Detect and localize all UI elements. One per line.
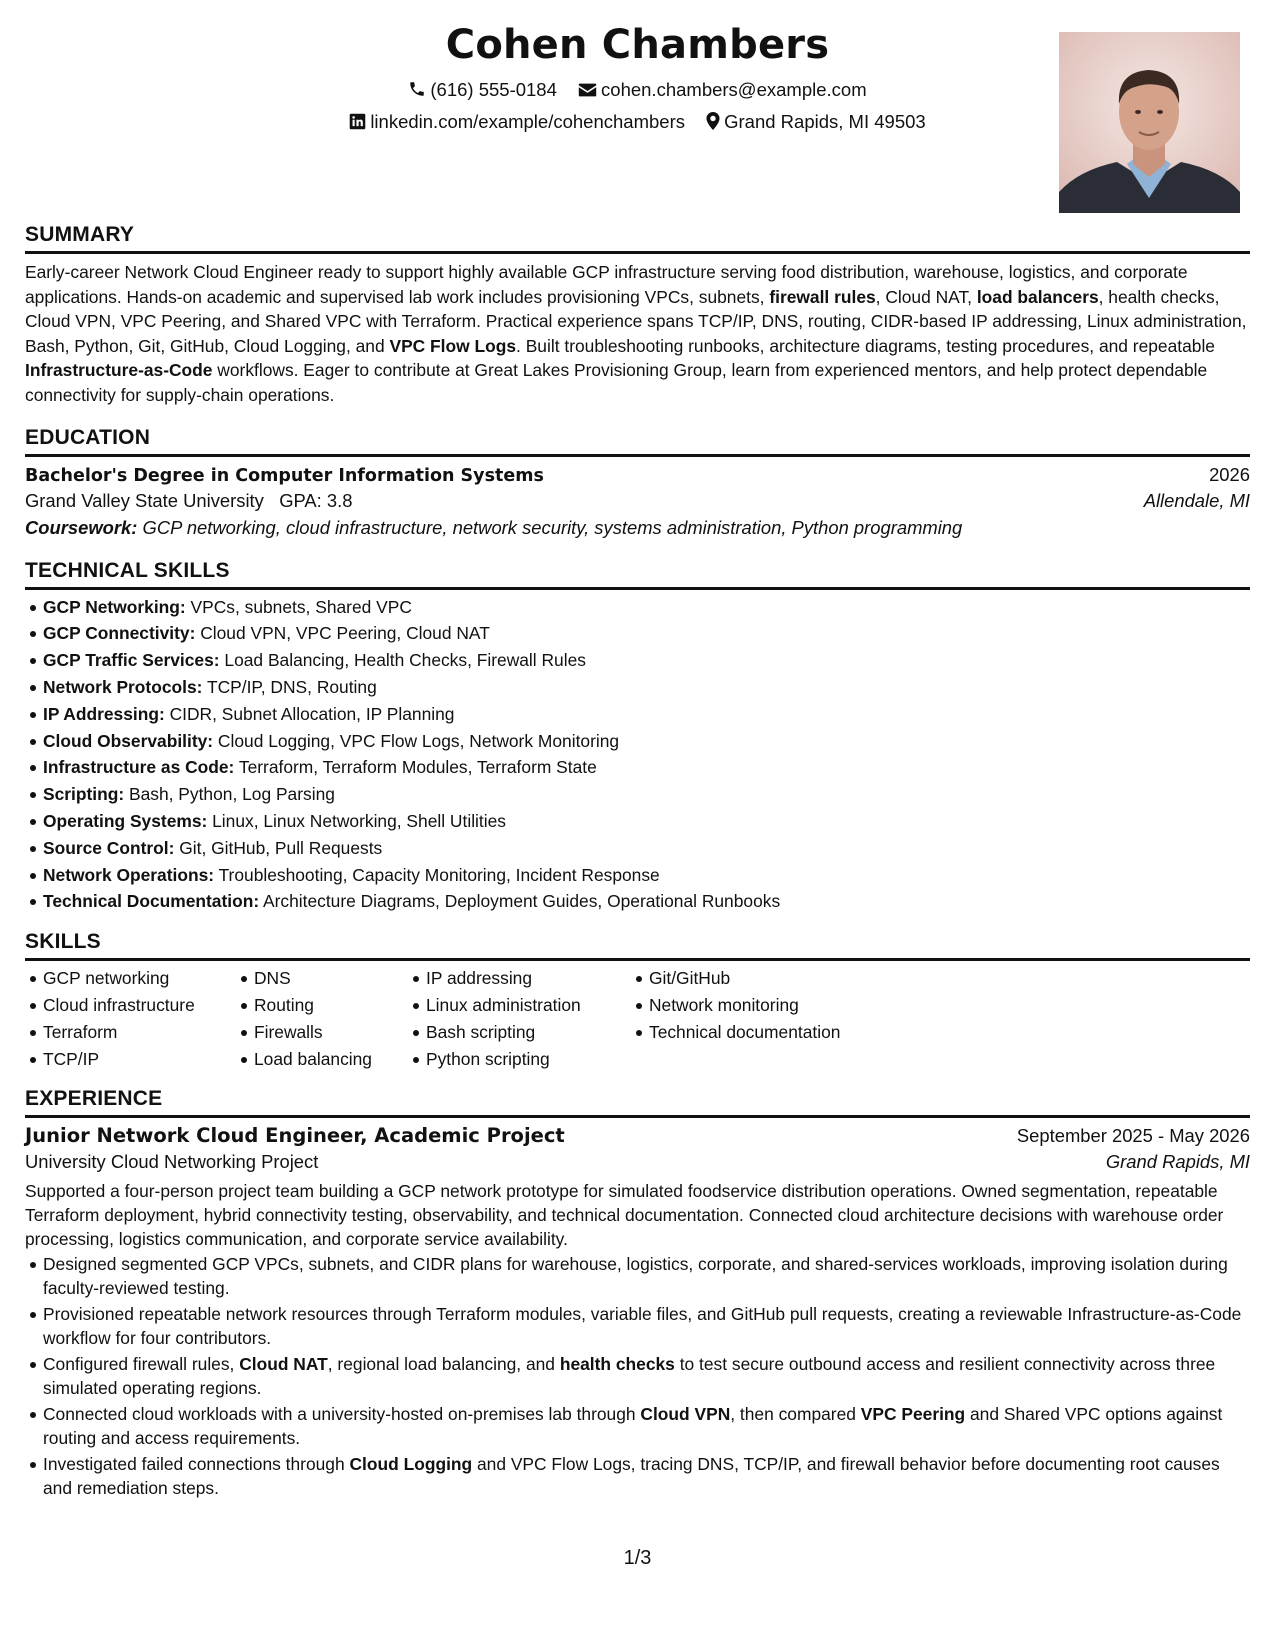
phone-contact[interactable] (408, 79, 557, 101)
list-item (43, 701, 1250, 728)
bullet-text: and VPC Flow Logs, tracing DNS, TCP/IP, and firewall behavior before documenting root causes and remediation steps. (43, 1454, 1220, 1498)
summary-segment: Early-career Network Cloud Engineer ready to support highly available GCP infrastructure serving food distribution, warehouse, logistics, and corporate applications. Hands-on academic and supervised lab work includes provisioning VPCs, subnets, (25, 262, 1188, 307)
map-pin-icon (706, 112, 720, 130)
linkedin-text: linkedin.com/example/cohenchambers (370, 111, 685, 132)
degree-row (25, 464, 1250, 486)
skill-category: Scripting: (43, 784, 125, 805)
bullet-text: and Shared VPC options against routing and access requirements. (43, 1404, 1223, 1448)
technical-skills-list (25, 594, 1250, 916)
skills-column-2 (236, 965, 408, 1072)
school-info (25, 490, 352, 512)
phone-icon (408, 80, 426, 98)
email-text: cohen.chambers@example.com (601, 79, 867, 100)
summary-text (25, 260, 1250, 408)
candidate-name: Cohen Chambers (445, 22, 830, 68)
job-organization: University Cloud Networking Project (25, 1151, 319, 1173)
list-item: Bash scripting (426, 1019, 631, 1046)
bullet-text: Designed segmented GCP VPCs, subnets, and CIDR plans for warehouse, logistics, corporate, and shared-services workloads, improving isolation during faculty-reviewed testing. (43, 1254, 1228, 1298)
coursework-list: GCP networking, cloud infrastructure, network security, systems administration, Python programming (142, 516, 963, 538)
gpa: GPA: 3.8 (279, 489, 353, 511)
job-dates: September 2025 - May 2026 (1016, 1125, 1250, 1147)
phone-text: (616) 555-0184 (430, 79, 557, 100)
list-item: TCP/IP (43, 1046, 236, 1073)
list-item: IP addressing (426, 965, 631, 992)
technical-skills-heading: TECHNICAL SKILLS (25, 558, 1250, 590)
skill-values: TCP/IP, DNS, Routing (206, 676, 377, 697)
school-name: Grand Valley State University (25, 489, 264, 511)
school-location: Allendale, MI (1143, 489, 1250, 511)
experience-bullets (25, 1253, 1250, 1501)
skill-values: Cloud VPN, VPC Peering, Cloud NAT (200, 623, 490, 644)
list-item: Linux administration (426, 992, 631, 1019)
list-item (43, 808, 1250, 835)
linkedin-contact[interactable] (349, 111, 685, 133)
summary-heading: SUMMARY (25, 222, 1250, 254)
experience-heading: EXPERIENCE (25, 1086, 1250, 1118)
job-org-row (25, 1151, 1250, 1173)
bullet-text: , regional load balancing, and (327, 1354, 560, 1375)
list-item (43, 1403, 1250, 1451)
list-item: Technical documentation (649, 1019, 909, 1046)
skills-section (25, 929, 1250, 1072)
bullet-keyword: Cloud Logging (349, 1454, 473, 1475)
summary-keyword: firewall rules (769, 286, 876, 307)
bullet-text: to test secure outbound access and resilient connectivity across three simulated operating regions. (43, 1354, 1216, 1398)
bullet-text: , then compared (730, 1404, 861, 1425)
list-item (43, 862, 1250, 889)
resume-header (25, 0, 1250, 222)
bullet-text: Connected cloud workloads with a university-hosted on-premises lab through (43, 1404, 641, 1425)
envelope-icon (578, 82, 597, 98)
bullet-keyword: Cloud VPN (640, 1404, 731, 1425)
skills-heading: SKILLS (25, 929, 1250, 961)
skills-column-4 (631, 965, 909, 1072)
skill-values: Bash, Python, Log Parsing (129, 784, 335, 805)
email-contact[interactable] (578, 79, 867, 101)
skill-category: GCP Connectivity: (43, 623, 196, 644)
list-item: Routing (254, 992, 408, 1019)
list-item (43, 647, 1250, 674)
skill-values: Git, GitHub, Pull Requests (179, 837, 383, 858)
skills-column-1 (25, 965, 236, 1072)
coursework-label: Coursework: (25, 516, 138, 538)
skill-values: Troubleshooting, Capacity Monitoring, Incident Response (218, 864, 660, 885)
list-item: Load balancing (254, 1046, 408, 1073)
skill-values: CIDR, Subnet Allocation, IP Planning (169, 703, 455, 724)
bullet-text: Investigated failed connections through (43, 1454, 350, 1475)
location-contact (706, 111, 926, 133)
skill-values: Architecture Diagrams, Deployment Guides, Operational Runbooks (263, 891, 781, 912)
summary-segment: , health checks, Cloud VPN, VPC Peering, and Shared VPC with Terraform. Practical experience spans TCP/IP, DNS, routing, CIDR-based IP addressing, Linux administration, Bash, Python, Git, GitHub, Cloud Logging, and (25, 286, 1247, 356)
job-description: Supported a four-person project team building a GCP network prototype for simulated foodservice distribution operations. Owned segmentation, repeatable Terraform deployment, hybrid connectivity testing, observability, and technical documentation. Connected cloud architecture decisions with warehouse order processing, logistics communication, and corporate service availability. (25, 1181, 1224, 1249)
education-section (25, 425, 1250, 539)
list-item: Network monitoring (649, 992, 909, 1019)
bullet-text: Provisioned repeatable network resources through Terraform modules, variable files, and GitHub pull requests, creating a reviewable Infrastructure-as-Code workflow for four contributors. (43, 1304, 1242, 1348)
list-item: Terraform (43, 1019, 236, 1046)
page-number: 1/3 (623, 1547, 652, 1569)
skill-category: IP Addressing: (43, 703, 165, 724)
summary-segment: workflows. Eager to contribute at Great Lakes Provisioning Group, learn from experienced mentors, and help protect dependable connectivity for supply-chain operations. (25, 360, 1208, 405)
list-item: GCP networking (43, 965, 236, 992)
skills-columns (25, 965, 1250, 1072)
summary-segment: . Built troubleshooting runbooks, architecture diagrams, testing procedures, and repeatable (516, 335, 1215, 356)
list-item (43, 620, 1250, 647)
school-row (25, 490, 1250, 512)
skills-column-3 (408, 965, 631, 1072)
list-item: Python scripting (426, 1046, 631, 1073)
list-item: DNS (254, 965, 408, 992)
list-item (43, 594, 1250, 621)
degree-title: Bachelor's Degree in Computer Information Systems (25, 465, 544, 486)
skill-category: GCP Traffic Services: (43, 650, 220, 671)
list-item: Git/GitHub (649, 965, 909, 992)
bullet-keyword: VPC Peering (860, 1404, 966, 1425)
summary-keyword: load balancers (976, 286, 1099, 307)
list-item (43, 888, 1250, 915)
list-item (43, 1303, 1250, 1351)
list-item: Cloud infrastructure (43, 992, 236, 1019)
skill-values: Load Balancing, Health Checks, Firewall Rules (224, 650, 586, 671)
skill-category: Source Control: (43, 837, 175, 858)
skill-category: GCP Networking: (43, 596, 186, 617)
job-title: Junior Network Cloud Engineer, Academic Project (25, 1124, 565, 1148)
skill-values: VPCs, subnets, Shared VPC (190, 596, 412, 617)
skill-category: Network Protocols: (43, 676, 203, 697)
experience-section (25, 1086, 1250, 1500)
list-item (43, 1253, 1250, 1301)
summary-segment: , Cloud NAT, (875, 286, 977, 307)
skill-category: Operating Systems: (43, 810, 208, 831)
graduation-year: 2026 (1209, 463, 1250, 485)
list-item (43, 754, 1250, 781)
technical-skills-section (25, 558, 1250, 916)
summary-section (25, 222, 1250, 408)
resume-page (25, 0, 1250, 1650)
skill-category: Infrastructure as Code: (43, 757, 235, 778)
list-item (43, 835, 1250, 862)
summary-keyword: VPC Flow Logs (389, 335, 517, 356)
job-location: Grand Rapids, MI (1105, 1151, 1250, 1173)
coursework (25, 517, 1250, 539)
location-text: Grand Rapids, MI 49503 (724, 111, 926, 132)
skill-category: Technical Documentation: (43, 891, 260, 912)
list-item (43, 1453, 1250, 1501)
education-heading: EDUCATION (25, 425, 1250, 457)
skill-category: Cloud Observability: (43, 730, 214, 751)
list-item (43, 781, 1250, 808)
list-item (43, 674, 1250, 701)
list-item (43, 1353, 1250, 1401)
skill-values: Cloud Logging, VPC Flow Logs, Network Monitoring (217, 730, 620, 751)
bullet-text: Configured firewall rules, (43, 1354, 240, 1375)
summary-keyword: Infrastructure-as-Code (25, 360, 213, 381)
job-title-row (25, 1124, 1250, 1147)
list-item (43, 728, 1250, 755)
list-item: Firewalls (254, 1019, 408, 1046)
bullet-keyword: health checks (559, 1354, 675, 1375)
skill-category: Network Operations: (43, 864, 215, 885)
profile-photo (1059, 32, 1240, 213)
linkedin-icon (349, 113, 366, 130)
bullet-keyword: Cloud NAT (239, 1354, 328, 1375)
skill-values: Linux, Linux Networking, Shell Utilities (212, 810, 506, 831)
skill-values: Terraform, Terraform Modules, Terraform State (238, 757, 597, 778)
